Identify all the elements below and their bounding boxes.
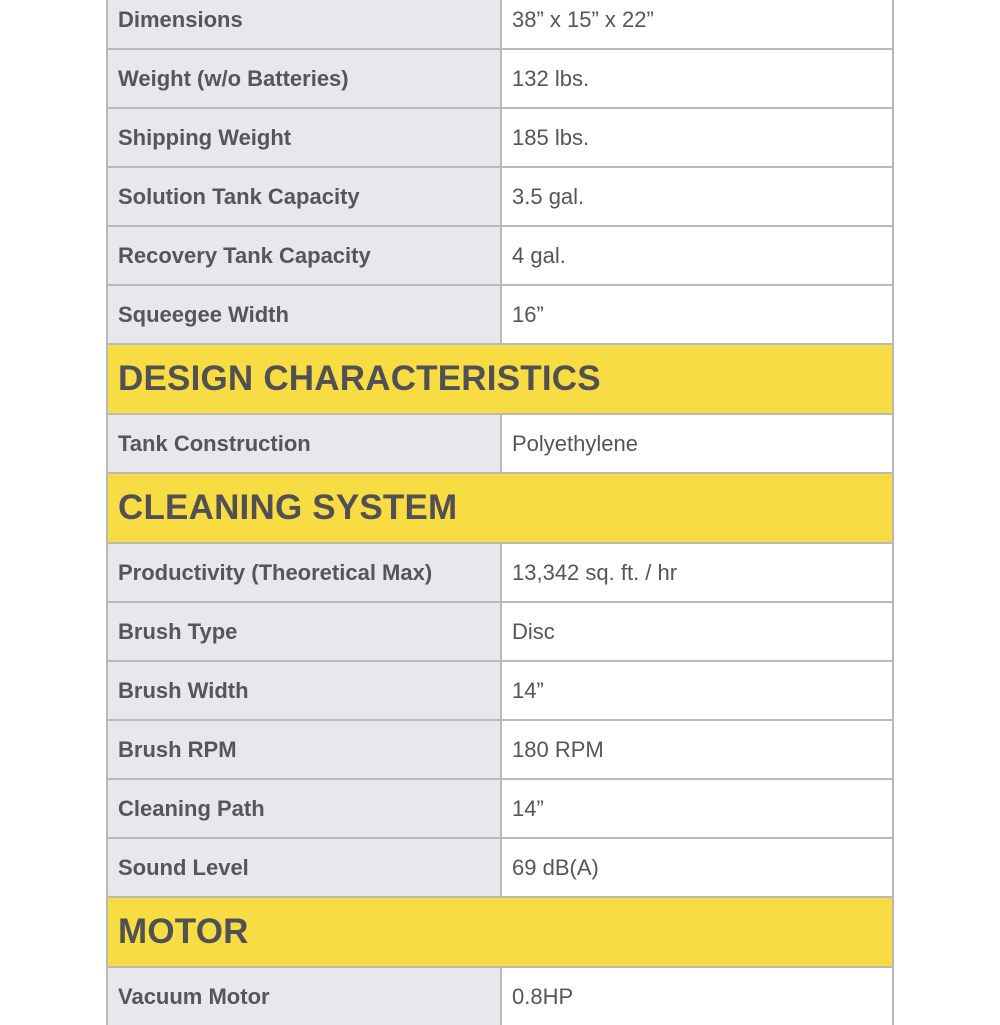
table-row [108, 837, 892, 896]
section-heading-cleaning-system: CLEANING SYSTEM [108, 472, 892, 542]
row-label: Brush Width [108, 662, 502, 719]
row-label: Squeegee Width [108, 286, 502, 343]
table-row [108, 166, 892, 225]
row-label: Recovery Tank Capacity [108, 227, 502, 284]
row-label: Productivity (Theoretical Max) [108, 544, 502, 601]
row-value: 69 dB(A) [502, 839, 892, 896]
row-label: Dimensions [108, 0, 502, 48]
row-label: Solution Tank Capacity [108, 168, 502, 225]
table-row [108, 107, 892, 166]
row-value: 185 lbs. [502, 109, 892, 166]
table-row [108, 601, 892, 660]
section-heading-design-characteristics: DESIGN CHARACTERISTICS [108, 343, 892, 413]
row-label: Tank Construction [108, 415, 502, 472]
table-row [108, 284, 892, 343]
row-value: Disc [502, 603, 892, 660]
table-row [108, 719, 892, 778]
row-label: Sound Level [108, 839, 502, 896]
section-heading-motor: MOTOR [108, 896, 892, 966]
row-label: Brush Type [108, 603, 502, 660]
table-row [108, 778, 892, 837]
row-value: 16” [502, 286, 892, 343]
row-value: 132 lbs. [502, 50, 892, 107]
row-label: Vacuum Motor [108, 968, 502, 1025]
row-value: 14” [502, 780, 892, 837]
row-value: 180 RPM [502, 721, 892, 778]
row-label: Shipping Weight [108, 109, 502, 166]
table-row [108, 48, 892, 107]
table-row [108, 0, 892, 48]
table-row [108, 542, 892, 601]
table-row [108, 225, 892, 284]
row-value: 4 gal. [502, 227, 892, 284]
row-value: 0.8HP [502, 968, 892, 1025]
table-row [108, 660, 892, 719]
row-label: Brush RPM [108, 721, 502, 778]
table-row [108, 966, 892, 1025]
row-value: 13,342 sq. ft. / hr [502, 544, 892, 601]
row-label: Weight (w/o Batteries) [108, 50, 502, 107]
spec-table [106, 0, 894, 1025]
row-value: Polyethylene [502, 415, 892, 472]
row-value: 3.5 gal. [502, 168, 892, 225]
row-label: Cleaning Path [108, 780, 502, 837]
row-value: 14” [502, 662, 892, 719]
row-value: 38” x 15” x 22” [502, 0, 892, 48]
table-row [108, 413, 892, 472]
